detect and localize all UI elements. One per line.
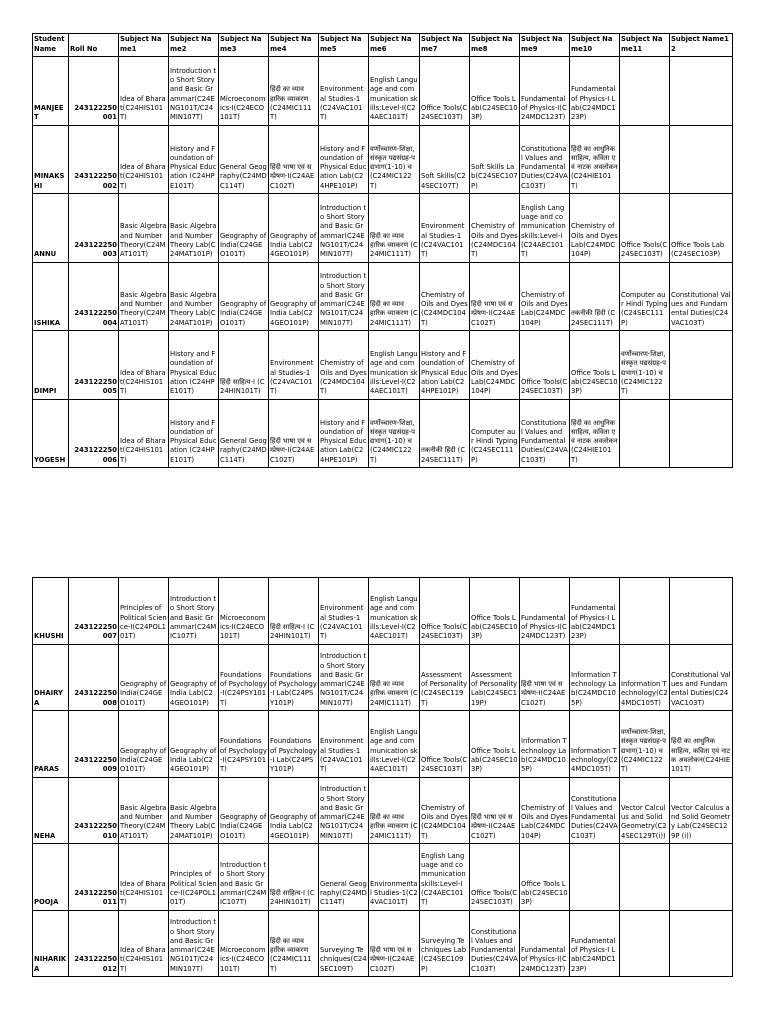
subject-cell: Geography of India(C24GEO101T)	[219, 262, 269, 331]
subject-cell: हिंदी साहित्य-I (C24HIN101T)	[269, 578, 319, 645]
subject-cell: Environmental Studies-1(C24VAC101T)	[369, 844, 420, 911]
subject-cell: Chemistry of Oils and Dyes(C24MDC104T)	[470, 194, 520, 263]
subject-cell: Office Tools(C24SEC103T)	[420, 57, 470, 126]
column-header: Subject Name4	[269, 34, 319, 57]
student-name-cell: NEHA	[33, 777, 69, 844]
subject-cell: हिंदी का व्यावहारिक व्याकरण (C24MIC111T)	[369, 194, 420, 263]
subject-cell: English Language and communication skills:Level-I(C24AEC101T)	[369, 578, 420, 645]
subject-cell: हिंदी का व्यावहारिक व्याकरण (C24MIC111T)	[269, 910, 319, 977]
roll-no-cell: 243122250006	[69, 399, 119, 468]
subject-cell: Environmental Studies-1(C24VAC101T)	[319, 711, 369, 778]
subject-cell: Basic Algebra and Number Theory(C24MAT101T)	[119, 194, 169, 263]
subject-cell: Principles of Political Science-I(C24POL101T)	[169, 844, 219, 911]
roll-no-cell: 243122250009	[69, 711, 119, 778]
subject-cell	[670, 578, 733, 645]
roll-no-cell: 243122250010	[69, 777, 119, 844]
subject-cell: Geography of India Lab(C24GEO101P)	[169, 644, 219, 711]
subject-cell: Chemistry of Oils and Dyes Lab(C24MDC104P)	[570, 194, 620, 263]
subject-cell: History and Foundation of Physical Education Lab(C24HPE101P)	[319, 399, 369, 468]
subject-cell: Chemistry of Oils and Dyes(C24MDC104T)	[420, 262, 470, 331]
table-row	[33, 644, 733, 711]
header-row	[33, 34, 733, 57]
column-header: Subject Name2	[169, 34, 219, 57]
subject-cell: History and Foundation of Physical Education Lab(C24HPE101P)	[420, 331, 470, 400]
column-header: Roll No	[69, 34, 119, 57]
subject-cell	[620, 844, 670, 911]
subject-cell: Idea of Bharat(C24HIS101T)	[119, 844, 169, 911]
subject-cell: हिंदी का आधुनिक साहित्य, कविता एवं नाटक अवलोकन(C24HIE101T)	[670, 711, 733, 778]
subject-cell: Chemistry of Oils and Dyes Lab(C24MDC104P)	[470, 331, 520, 400]
subject-cell: Fundamental of Physics-I Lab(C24MDC123P)	[570, 910, 620, 977]
roll-no-cell: 243122250005	[69, 331, 119, 400]
subject-cell: वर्णोच्चारण-शिक्षा, संस्कृत पद्यसंग्रह-पद्यभाग(1-10) च (C24MIC122T)	[369, 399, 420, 468]
column-header: Subject Name3	[219, 34, 269, 57]
subject-cell: Office Tools(C24SEC103T)	[620, 194, 670, 263]
roll-no-cell: 243122250002	[69, 125, 119, 194]
subject-cell: हिंदी साहित्य-I (C24HIN101T)	[219, 331, 269, 400]
subject-cell: English Language and communication skills:Level-I(C24AEC101T)	[369, 331, 420, 400]
subject-cell: Foundations of Psychology-I(C24PSY101T)	[219, 644, 269, 711]
subject-cell: Constitutional Values and Fundamental Duties(C24VAC103T)	[470, 910, 520, 977]
subject-cell: तकनीकी हिंदी (C24SEC111T)	[420, 399, 470, 468]
subject-cell: Introduction to Short Story and Basic Grammar(C24MIC107T)	[169, 578, 219, 645]
roll-no-cell: 243122250003	[69, 194, 119, 263]
subject-cell: Foundations of Psychology-I Lab(C24PSY101P)	[269, 711, 319, 778]
column-header: Subject Name9	[520, 34, 570, 57]
subject-cell: Office Tools(C24SEC103T)	[420, 711, 470, 778]
table-row	[33, 844, 733, 911]
student-name-cell: YOGESH	[33, 399, 69, 468]
column-header: Subject Name1	[119, 34, 169, 57]
subject-cell: Office Tools Lab(C24SEC103P)	[470, 711, 520, 778]
subject-cell: Office Tools(C24SEC103T)	[520, 331, 570, 400]
subject-cell: General Geography(C24MDC114T)	[319, 844, 369, 911]
subject-cell: Soft Skills(C24SEC107T)	[420, 125, 470, 194]
table-row	[33, 399, 733, 468]
subject-cell: Environmental Studies-1(C24VAC101T)	[319, 578, 369, 645]
subject-cell	[670, 844, 733, 911]
subject-cell: Foundations of Psychology-I Lab(C24PSY101P)	[269, 644, 319, 711]
subject-cell	[620, 57, 670, 126]
subject-cell: Office Tools Lab(C24SEC103P)	[470, 578, 520, 645]
subject-cell: Environmental Studies-1(C24VAC101T)	[420, 194, 470, 263]
subject-cell: Fundamental of Physics-I(C24MDC123T)	[520, 578, 570, 645]
table-row	[33, 578, 733, 645]
student-subject-table-page2	[32, 577, 733, 977]
subject-cell: English Language and communication skills:Level-I(C24AEC101T)	[520, 194, 570, 263]
column-header: Subject Name12	[670, 34, 733, 57]
subject-cell	[670, 331, 733, 400]
table-row	[33, 262, 733, 331]
subject-cell: Vector Calculus and Solid Geometry(C24SEC129T(i))	[620, 777, 670, 844]
subject-cell: Geography of India(C24GEO101T)	[119, 711, 169, 778]
subject-cell: Idea of Bharat(C24HIS101T)	[119, 910, 169, 977]
subject-cell: General Geography(C24MDC114T)	[219, 399, 269, 468]
subject-cell: Foundations of Psychology-I(C24PSY101T)	[219, 711, 269, 778]
subject-cell: हिंदी भाषा एवं सम्प्रेषण-I(C24AEC102T)	[470, 777, 520, 844]
subject-cell: Information Technology(C24MDC105T)	[570, 711, 620, 778]
subject-cell: Basic Algebra and Number Theory(C24MAT101T)	[119, 777, 169, 844]
subject-cell: Geography of India Lab(C24GEO101P)	[269, 262, 319, 331]
column-header: Subject Name8	[470, 34, 520, 57]
subject-cell: Computer aur Hindi Typing(C24SEC111P)	[620, 262, 670, 331]
table-row	[33, 711, 733, 778]
subject-cell: Introduction to Short Story and Basic Grammar(C24ENG101T/C24MIN107T)	[169, 57, 219, 126]
subject-cell: Geography of India Lab(C24GEO101P)	[169, 711, 219, 778]
subject-cell: हिंदी भाषा एवं सम्प्रेषण-I(C24AEC102T)	[269, 399, 319, 468]
subject-cell: Office Tools(C24SEC103T)	[470, 844, 520, 911]
subject-cell: Office Tools(C24SEC103T)	[420, 578, 470, 645]
student-name-cell: PARAS	[33, 711, 69, 778]
column-header: Subject Name7	[420, 34, 470, 57]
subject-cell: Constitutional Values and Fundamental Duties(C24VAC103T)	[670, 644, 733, 711]
subject-cell: Constitutional Values and Fundamental Duties(C24VAC103T)	[570, 777, 620, 844]
subject-cell: Office Tools Lab(C24SEC103P)	[670, 194, 733, 263]
roll-no-cell: 243122250008	[69, 644, 119, 711]
subject-cell: तकनीकी हिंदी (C24SEC111T)	[570, 262, 620, 331]
subject-cell: Soft Skills Lab(C24SEC107P)	[470, 125, 520, 194]
subject-cell: English Language and communication skills:Level-I(C24AEC101T)	[420, 844, 470, 911]
subject-cell: Chemistry of Oils and Dyes Lab(C24MDC104P)	[520, 777, 570, 844]
subject-cell: Information Technology Lab(C24MDC105P)	[570, 644, 620, 711]
subject-cell: Information Technology Lab(C24MDC105P)	[520, 711, 570, 778]
subject-cell: हिंदी भाषा एवं सम्प्रेषण-I(C24AEC102T)	[520, 644, 570, 711]
subject-cell: Basic Algebra and Number Theory(C24MAT101T)	[119, 262, 169, 331]
student-name-cell: KHUSHI	[33, 578, 69, 645]
table-row	[33, 194, 733, 263]
subject-cell: Environmental Studies-1(C24VAC101T)	[269, 331, 319, 400]
subject-cell	[620, 578, 670, 645]
subject-cell: वर्णोच्चारण-शिक्षा, संस्कृत पद्यसंग्रह-पद्यभाग(1-10) च (C24MIC122T)	[620, 331, 670, 400]
student-name-cell: MANJEET	[33, 57, 69, 126]
column-header: Subject Name10	[570, 34, 620, 57]
subject-cell	[620, 125, 670, 194]
subject-cell: Information Technology(C24MDC105T)	[620, 644, 670, 711]
roll-no-cell: 243122250011	[69, 844, 119, 911]
subject-cell: Geography of India Lab(C24GEO101P)	[269, 777, 319, 844]
subject-cell: Fundamental of Physics-I(C24MDC123T)	[520, 910, 570, 977]
subject-cell: Surveying Techniques Lab(C24SEC109P)	[420, 910, 470, 977]
subject-cell: History and Foundation of Physical Education (C24HPE101T)	[169, 331, 219, 400]
subject-cell: हिंदी भाषा एवं सम्प्रेषण-I(C24AEC102T)	[269, 125, 319, 194]
subject-cell	[670, 910, 733, 977]
column-header: Student Name	[33, 34, 69, 57]
subject-cell: Assessment of Personality(C24SEC119T)	[420, 644, 470, 711]
table-row	[33, 777, 733, 844]
subject-cell: Introduction to Short Story and Basic Grammar(C24ENG101T/C24MIN107T)	[319, 777, 369, 844]
subject-cell: Office Tools Lab(C24SEC103P)	[470, 57, 520, 126]
subject-cell: Microeconomics-I(C24ECO101T)	[219, 910, 269, 977]
subject-cell: Assessment of Personality Lab(C24SEC119P)	[470, 644, 520, 711]
subject-cell: Surveying Techniques(C24SEC109T)	[319, 910, 369, 977]
subject-cell: हिंदी साहित्य-I (C24HIN101T)	[269, 844, 319, 911]
subject-cell: Idea of Bharat(C24HIS101T)	[119, 331, 169, 400]
subject-cell: Idea of Bharat(C24HIS101T)	[119, 125, 169, 194]
roll-no-cell: 243122250012	[69, 910, 119, 977]
subject-cell	[670, 125, 733, 194]
student-name-cell: NIHARIKA	[33, 910, 69, 977]
subject-cell: Geography of India(C24GEO101T)	[219, 194, 269, 263]
subject-cell: Introduction to Short Story and Basic Grammar(C24ENG101T/C24MIN107T)	[319, 262, 369, 331]
subject-cell: Microeconomics-I(C24ECO101T)	[219, 57, 269, 126]
subject-cell: Geography of India(C24GEO101T)	[219, 777, 269, 844]
roll-no-cell: 243122250001	[69, 57, 119, 126]
subject-cell: History and Foundation of Physical Education (C24HPE101T)	[169, 399, 219, 468]
subject-cell: Geography of India Lab(C24GEO101P)	[269, 194, 319, 263]
student-name-cell: DIMPI	[33, 331, 69, 400]
subject-cell: Office Tools Lab(C24SEC103P)	[570, 331, 620, 400]
subject-cell: Fundamental of Physics-I(C24MDC123T)	[520, 57, 570, 126]
subject-cell	[670, 57, 733, 126]
subject-cell: Constitutional Values and Fundamental Duties(C24VAC103T)	[670, 262, 733, 331]
subject-cell: Basic Algebra and Number Theory Lab(C24MAT101P)	[169, 194, 219, 263]
subject-cell: Idea of Bharat(C24HIS101T)	[119, 399, 169, 468]
column-header: Subject Name5	[319, 34, 369, 57]
subject-cell	[670, 399, 733, 468]
student-subject-table-page1	[32, 33, 733, 468]
subject-cell: Chemistry of Oils and Dyes(C24MDC104T)	[420, 777, 470, 844]
subject-cell: वर्णोच्चारण-शिक्षा, संस्कृत पद्यसंग्रह-पद्यभाग(1-10) च (C24MIC122T)	[369, 125, 420, 194]
student-name-cell: ISHIKA	[33, 262, 69, 331]
table-row	[33, 331, 733, 400]
column-header: Subject Name11	[620, 34, 670, 57]
subject-cell: Computer aur Hindi Typing(C24SEC111P)	[470, 399, 520, 468]
subject-cell: Office Tools Lab(C24SEC103P)	[520, 844, 570, 911]
subject-cell: English Language and communication skills:Level-I(C24AEC101T)	[369, 711, 420, 778]
subject-cell: Principles of Political Science-I(C24POL101T)	[119, 578, 169, 645]
subject-cell: Fundamental of Physics-I Lab(C24MDC123P)	[570, 57, 620, 126]
subject-cell	[620, 399, 670, 468]
subject-cell: History and Foundation of Physical Education (C24HPE101T)	[169, 125, 219, 194]
subject-cell: Geography of India(C24GEO101T)	[119, 644, 169, 711]
subject-cell	[620, 910, 670, 977]
subject-cell: हिंदी का आधुनिक साहित्य, कविता एवं नाटक अवलोकन(C24HIE101T)	[570, 125, 620, 194]
subject-cell: History and Foundation of Physical Education Lab(C24HPE101P)	[319, 125, 369, 194]
subject-cell: वर्णोच्चारण-शिक्षा, संस्कृत पद्यसंग्रह-पद्यभाग(1-10) च (C24MIC122T)	[620, 711, 670, 778]
table-row	[33, 910, 733, 977]
subject-cell: हिंदी का व्यावहारिक व्याकरण (C24MIC111T)	[369, 777, 420, 844]
student-name-cell: POOJA	[33, 844, 69, 911]
roll-no-cell: 243122250004	[69, 262, 119, 331]
subject-cell: हिंदी का व्यावहारिक व्याकरण (C24MIC111T)	[369, 262, 420, 331]
student-name-cell: DHAIRYA	[33, 644, 69, 711]
subject-cell: Chemistry of Oils and Dyes(C24MDC104T)	[319, 331, 369, 400]
subject-cell: Introduction to Short Story and Basic Grammar(C24ENG101T/C24MIN107T)	[169, 910, 219, 977]
subject-cell: Environmental Studies-1(C24VAC101T)	[319, 57, 369, 126]
subject-cell: Introduction to Short Story and Basic Grammar(C24MIC107T)	[219, 844, 269, 911]
subject-cell: Chemistry of Oils and Dyes Lab(C24MDC104P)	[520, 262, 570, 331]
subject-cell: English Language and communication skills:Level-I(C24AEC101T)	[369, 57, 420, 126]
subject-cell: Basic Algebra and Number Theory Lab(C24MAT101P)	[169, 777, 219, 844]
table-row	[33, 57, 733, 126]
subject-cell: Introduction to Short Story and Basic Grammar(C24ENG101T/C24MIN107T)	[319, 644, 369, 711]
table-row	[33, 125, 733, 194]
subject-cell: Vector Calculus and Solid Geometry Lab(C24SEC129P (i))	[670, 777, 733, 844]
subject-cell: हिंदी भाषा एवं सम्प्रेषण-I(C24AEC102T)	[369, 910, 420, 977]
subject-cell: General Geography(C24MDC114T)	[219, 125, 269, 194]
column-header: Subject Name6	[369, 34, 420, 57]
subject-cell: Constitutional Values and Fundamental Duties(C24VAC103T)	[520, 399, 570, 468]
subject-cell: Introduction to Short Story and Basic Grammar(C24ENG101T/C24MIN107T)	[319, 194, 369, 263]
subject-cell: Microeconomics-I(C24ECO101T)	[219, 578, 269, 645]
subject-cell: हिंदी का आधुनिक साहित्य, कविता एवं नाटक अवलोकन(C24HIE101T)	[570, 399, 620, 468]
subject-cell: Fundamental of Physics-I Lab(C24MDC123P)	[570, 578, 620, 645]
subject-cell: हिंदी भाषा एवं सम्प्रेषण-I(C24AEC102T)	[470, 262, 520, 331]
subject-cell: Idea of Bharat(C24HIS101T)	[119, 57, 169, 126]
subject-cell: हिंदी का व्यावहारिक व्याकरण (C24MIC111T)	[269, 57, 319, 126]
roll-no-cell: 243122250007	[69, 578, 119, 645]
student-name-cell: ANNU	[33, 194, 69, 263]
subject-cell: हिंदी का व्यावहारिक व्याकरण (C24MIC111T)	[369, 644, 420, 711]
subject-cell: Basic Algebra and Number Theory Lab(C24MAT101P)	[169, 262, 219, 331]
subject-cell: Constitutional Values and Fundamental Duties(C24VAC103T)	[520, 125, 570, 194]
subject-cell	[570, 844, 620, 911]
student-name-cell: MINAKSHI	[33, 125, 69, 194]
